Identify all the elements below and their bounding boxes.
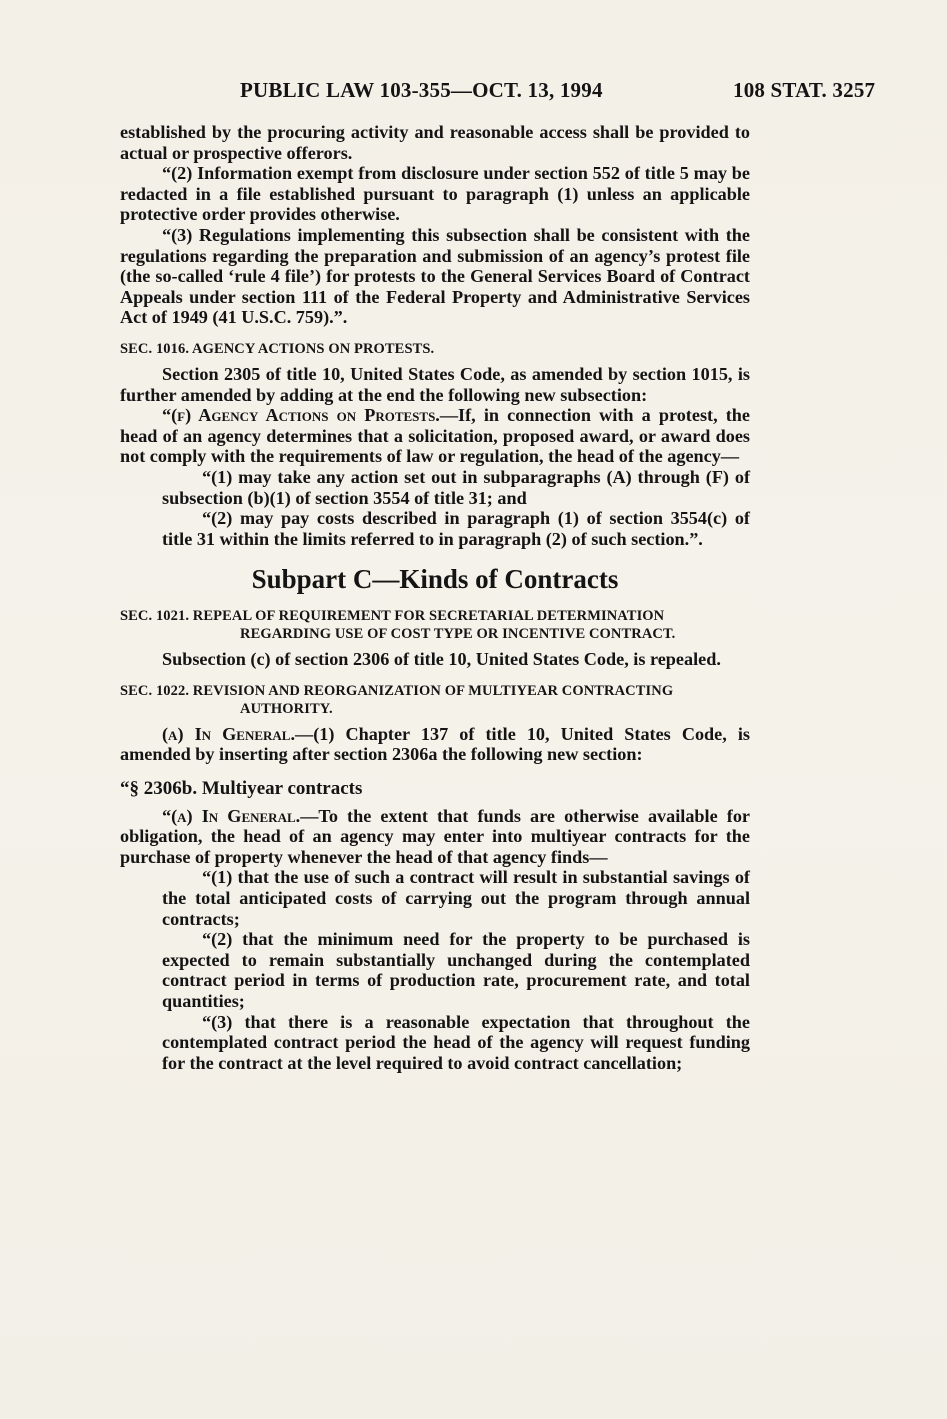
paragraph-section-2305: Section 2305 of title 10, United States Code, as amended by section 1015, is further amended by adding at the end the following new subsection: (120, 363, 750, 405)
section-heading-1021: SEC. 1021. REPEAL OF REQUIREMENT FOR SECRETARIAL DETERMINATION REGARDING USE OF COST TYPE OR INCENTIVE CONTRACT. (120, 608, 676, 643)
paragraph-finding-3: “(3) that there is a reasonable expectation that throughout the contemplated contract period the head of the agency will request funding for the contract at the level required to avoid contract cancellation; (162, 1011, 750, 1073)
subsection-f-heading: “(f) Agency Actions on Protests. (162, 405, 440, 426)
header-stat-page: 108 STAT. 3257 (733, 78, 876, 102)
paragraph-clause-2: “(2) may pay costs described in paragraph (1) of section 3554(c) of title 31 within the limits referred to in paragraph (2) of such section.”. (162, 508, 750, 549)
paragraph-2306b-a (120, 806, 750, 868)
paragraph-2: “(2) Information exempt from disclosure under section 552 of title 5 may be redacted in a file established pursuant to paragraph (1) unless an applicable protective order provides otherwise. (120, 163, 750, 225)
section-2306b-heading: “§ 2306b. Multiyear contracts (120, 778, 363, 800)
paragraph-clause-1: “(1) may take any action set out in subparagraphs (A) through (F) of subsection (b)(1) of section 3554 of title 31; and (162, 466, 750, 508)
subsection-f-text: —If, in connection with a protest, the head of an agency determines that a solicitation, proposed award, or award does not comply with the requirements of law or regulation, the head of the agency— (120, 405, 750, 467)
paragraph-subsection-f (120, 405, 750, 467)
2306b-a-heading: “(a) In General. (162, 805, 301, 826)
paragraph-finding-2: “(2) that the minimum need for the property to be purchased is expected to remain substantially unchanged during the contemplated contract period in terms of production rate, procurement rate, and total quantities; (162, 929, 750, 1011)
paragraph-in-general (120, 724, 750, 765)
2306b-a-text: —To the extent that funds are otherwise available for obligation, the head of an agency may enter into multiyear contracts for the purchase of property whenever the head of that agency finds— (120, 805, 751, 867)
in-general-heading: (a) In General. (162, 723, 295, 744)
section-heading-1016: SEC. 1016. AGENCY ACTIONS ON PROTESTS. (120, 340, 435, 357)
document-body (120, 122, 750, 1073)
in-general-text: —(1) Chapter 137 of title 10, United States Code, is amended by inserting after section 2306a the following new section: (120, 723, 750, 765)
running-header (0, 78, 947, 108)
paragraph-repeal: Subsection (c) of section 2306 of title 10, United States Code, is repealed. (162, 649, 721, 670)
paragraph-continued: established by the procuring activity and reasonable access shall be provided to actual or prospective offerors. (120, 122, 750, 163)
section-heading-1022: SEC. 1022. REVISION AND REORGANIZATION OF MULTIYEAR CONTRACTING AUTHORITY. (120, 682, 674, 717)
paragraph-finding-1: “(1) that the use of such a contract will result in substantial savings of the total anticipated costs of carrying out the program through annual contracts; (162, 867, 750, 929)
header-title: PUBLIC LAW 103-355—OCT. 13, 1994 (240, 78, 603, 102)
paragraph-3: “(3) Regulations implementing this subsection shall be consistent with the regulations regarding the preparation and submission of an agency’s protest file (the so-called ‘rule 4 file’) for protests to the General Services Board of Contract Appeals under section 111 of the Federal Property and Administrative Services Act of 1949 (41 U.S.C. 759).”. (120, 224, 750, 328)
subpart-heading: Subpart C—Kinds of Contracts (251, 564, 619, 595)
